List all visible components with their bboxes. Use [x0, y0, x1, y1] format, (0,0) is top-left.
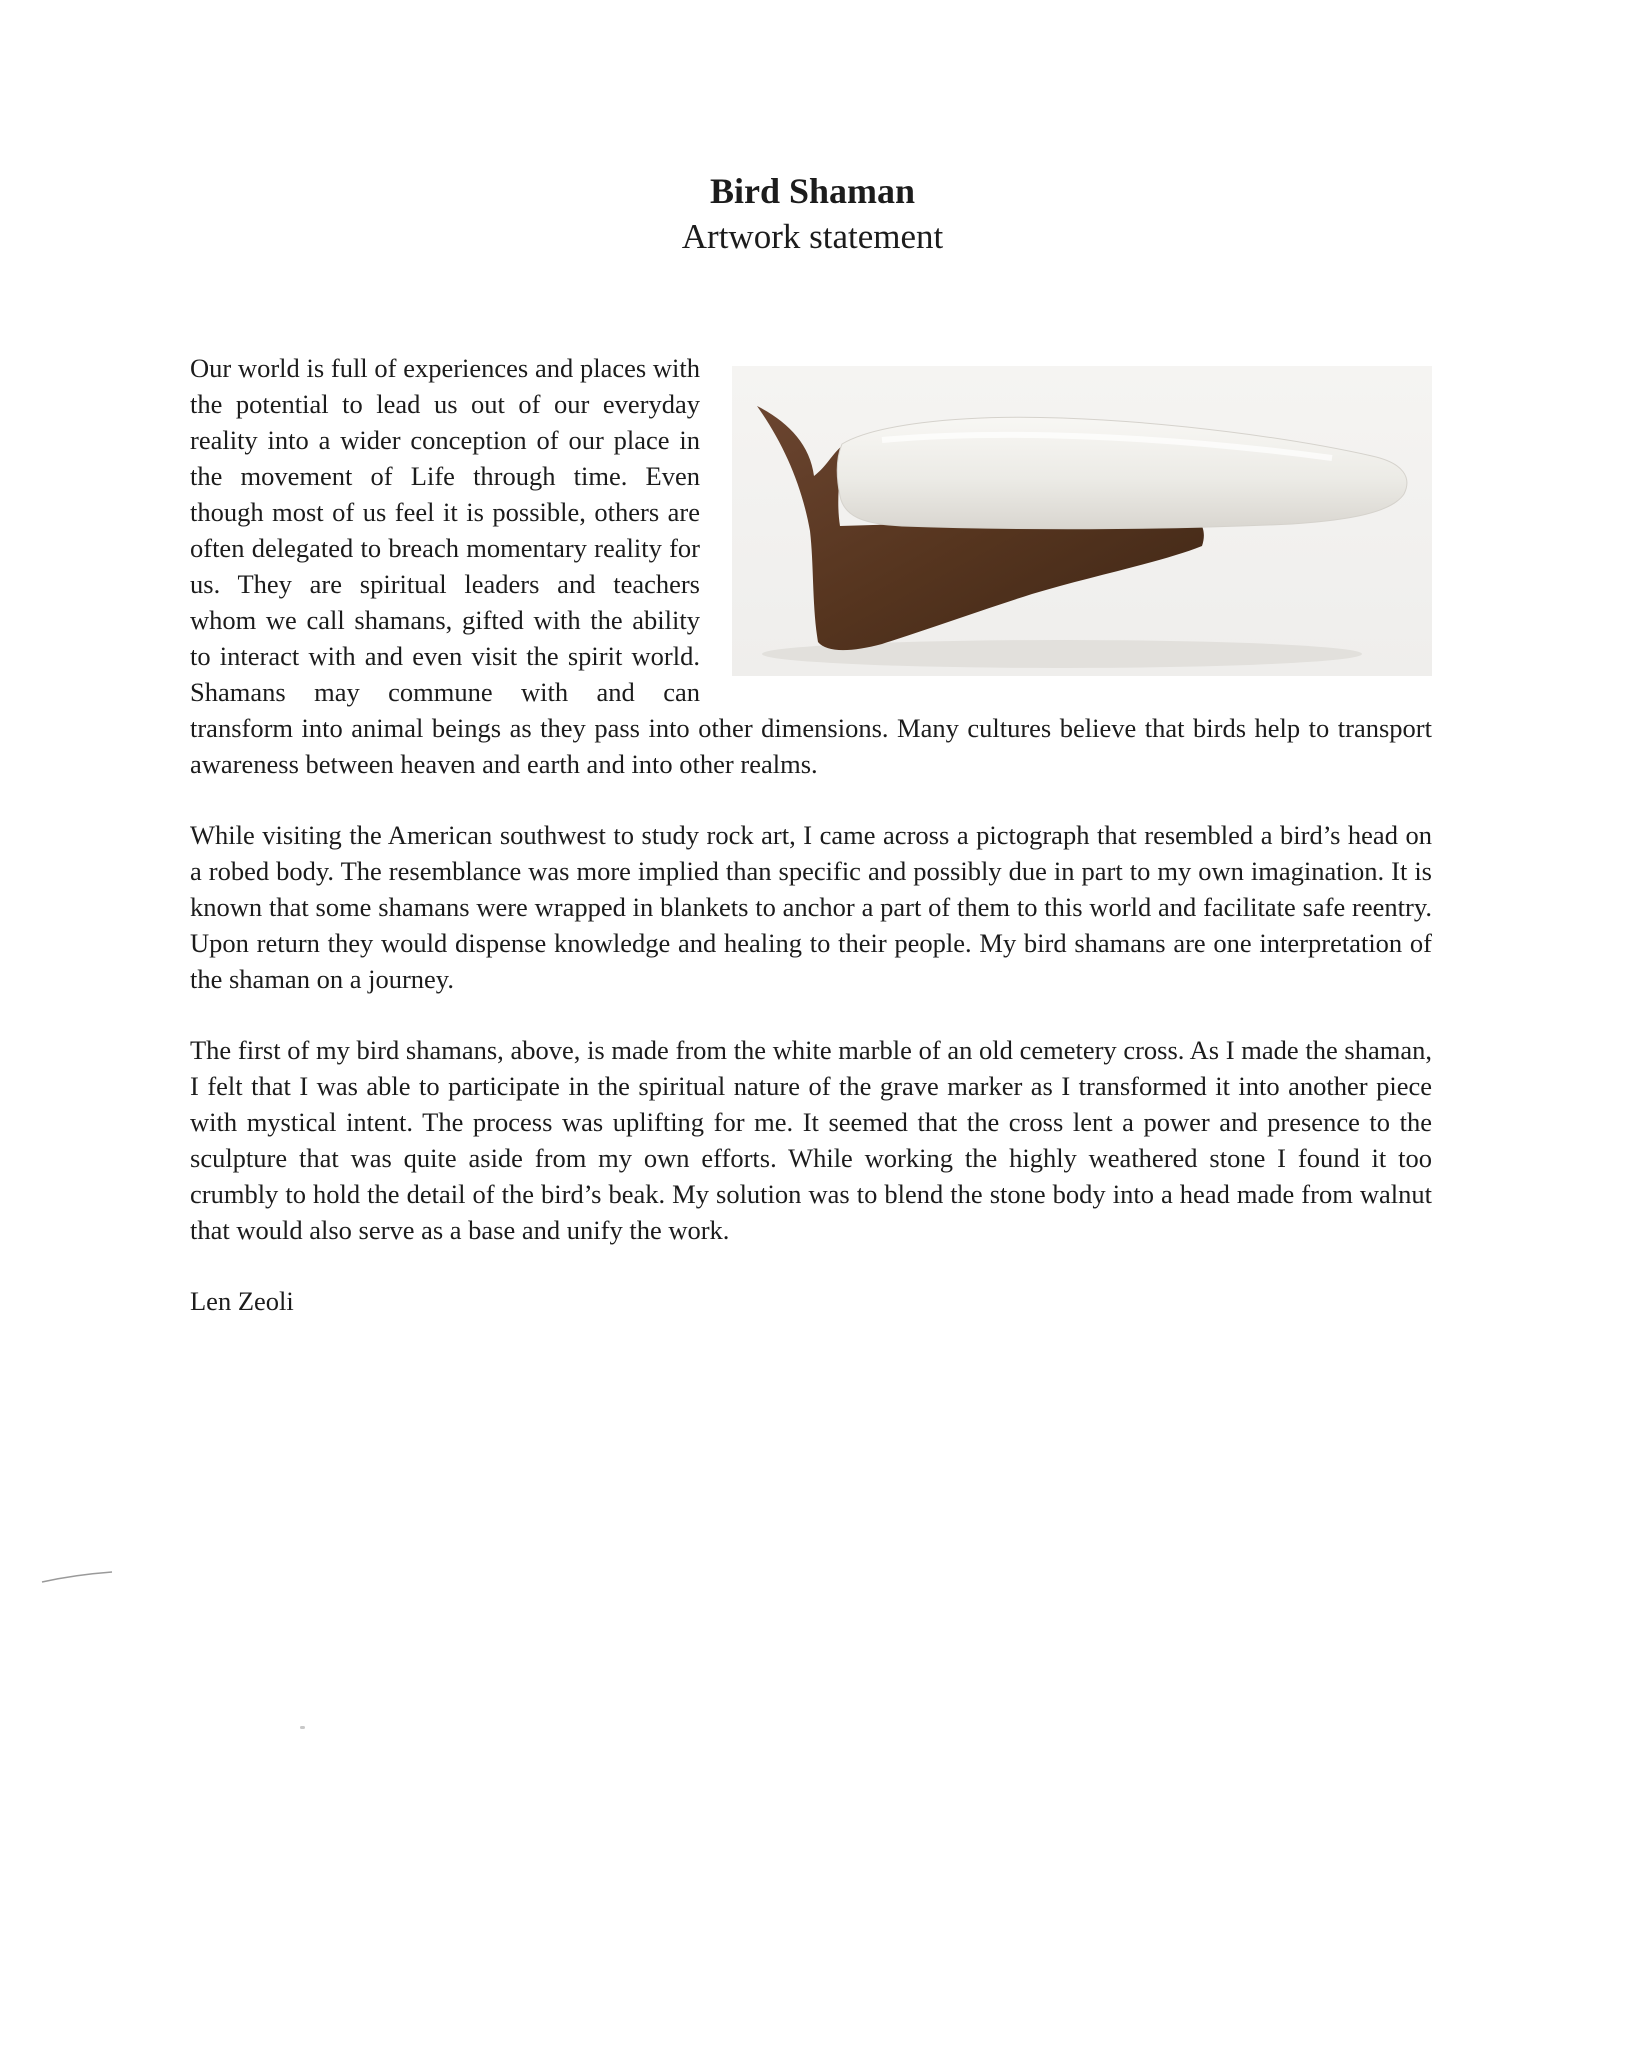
document-subtitle: Artwork statement	[681, 217, 944, 256]
paragraph-intro: Our world is full of experiences and places with the potential to lead us out of our everyday reality into a wider conception of our place in the movement of Life through time. Even though most of us feel it is possible, others are often delegated to breach momentary reality for us. They are spiritual leaders and teachers whom we call shamans, gifted with the ability to interact with and even visit the spirit world. Shamans may commune with and can transform into animal beings as they pass into other dimensions. Many cultures believe that birds help to transport awareness between heaven and earth and into other realms.	[190, 353, 1432, 779]
paragraph-southwest: While visiting the American southwest to study rock art, I came across a pictograph that resembled a bird’s head on a robed body. The resemblance was more implied than specific and possibly due in part to my own imagination. It is known that some shamans were wrapped in blankets to anchor a part of them to this world and facilitate safe reentry. Upon return they would dispense knowledge and healing to their people. My bird shamans are one interpretation of the shaman on a journey.	[190, 820, 1432, 994]
statement-body	[190, 350, 1432, 1354]
scan-artifact-dot	[300, 1726, 305, 1729]
scan-artifact-line	[40, 1570, 115, 1584]
title-block	[0, 168, 1625, 260]
sculpture-image	[732, 366, 1432, 676]
sculpture-photo	[732, 366, 1432, 676]
author-signature: Len Zeoli	[190, 1286, 294, 1316]
paragraph-marble: The first of my bird shamans, above, is made from the white marble of an old cemetery cross. As I made the shaman, I felt that I was able to participate in the spiritual nature of the grave marker as I transformed it into another piece with mystical intent. The process was uplifting for me. It seemed that the cross lent a power and presence to the sculpture that was quite aside from my own efforts. While working the highly weathered stone I found it too crumbly to hold the detail of the bird’s beak. My solution was to blend the stone body into a head made from walnut that would also serve as a base and unify the work.	[190, 1035, 1432, 1245]
document-title: Bird Shaman	[709, 171, 916, 211]
